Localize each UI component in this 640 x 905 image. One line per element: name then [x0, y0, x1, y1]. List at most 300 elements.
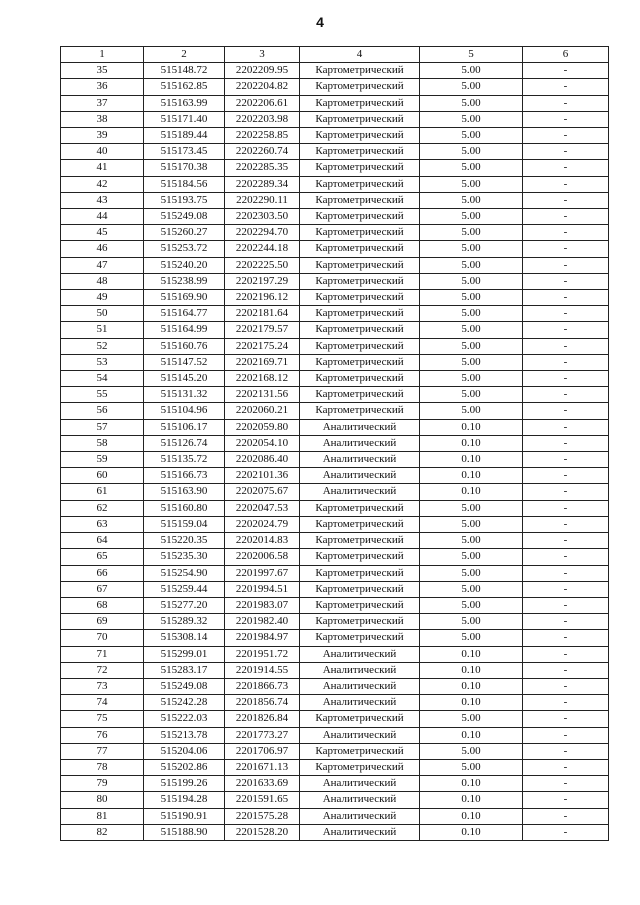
table-row [61, 160, 609, 176]
point-number-cell: 35 [61, 63, 144, 79]
method-cell: Картометрический [300, 63, 420, 79]
x-coordinate-cell: 515160.76 [144, 338, 225, 354]
x-coordinate-cell: 515164.77 [144, 306, 225, 322]
y-coordinate-cell: 2201994.51 [225, 581, 300, 597]
x-coordinate-cell: 515242.28 [144, 695, 225, 711]
table-row [61, 484, 609, 500]
method-cell: Картометрический [300, 371, 420, 387]
method-cell: Аналитический [300, 824, 420, 840]
point-number-cell: 78 [61, 759, 144, 775]
y-coordinate-cell: 2202289.34 [225, 176, 300, 192]
note-cell: - [523, 630, 609, 646]
accuracy-cell: 5.00 [420, 533, 523, 549]
y-coordinate-cell: 2202168.12 [225, 371, 300, 387]
x-coordinate-cell: 515184.56 [144, 176, 225, 192]
point-number-cell: 37 [61, 95, 144, 111]
accuracy-cell: 0.10 [420, 435, 523, 451]
y-coordinate-cell: 2202024.79 [225, 516, 300, 532]
y-coordinate-cell: 2202169.71 [225, 354, 300, 370]
note-cell: - [523, 241, 609, 257]
point-number-cell: 68 [61, 597, 144, 613]
point-number-cell: 69 [61, 614, 144, 630]
note-cell: - [523, 500, 609, 516]
x-coordinate-cell: 515194.28 [144, 792, 225, 808]
method-cell: Картометрический [300, 759, 420, 775]
point-number-cell: 59 [61, 452, 144, 468]
note-cell: - [523, 662, 609, 678]
note-cell: - [523, 338, 609, 354]
x-coordinate-cell: 515299.01 [144, 646, 225, 662]
y-coordinate-cell: 2201983.07 [225, 597, 300, 613]
x-coordinate-cell: 515145.20 [144, 371, 225, 387]
note-cell: - [523, 225, 609, 241]
y-coordinate-cell: 2202101.36 [225, 468, 300, 484]
table-row [61, 322, 609, 338]
note-cell: - [523, 824, 609, 840]
accuracy-cell: 5.00 [420, 306, 523, 322]
method-cell: Картометрический [300, 338, 420, 354]
x-coordinate-cell: 515171.40 [144, 111, 225, 127]
method-cell: Аналитический [300, 727, 420, 743]
method-cell: Аналитический [300, 468, 420, 484]
note-cell: - [523, 322, 609, 338]
y-coordinate-cell: 2202054.10 [225, 435, 300, 451]
accuracy-cell: 5.00 [420, 257, 523, 273]
point-number-cell: 64 [61, 533, 144, 549]
method-cell: Картометрический [300, 387, 420, 403]
accuracy-cell: 0.10 [420, 662, 523, 678]
accuracy-cell: 5.00 [420, 581, 523, 597]
note-cell: - [523, 176, 609, 192]
x-coordinate-cell: 515104.96 [144, 403, 225, 419]
method-cell: Картометрический [300, 597, 420, 613]
method-cell: Картометрический [300, 549, 420, 565]
column-header: 6 [523, 47, 609, 63]
point-number-cell: 58 [61, 435, 144, 451]
note-cell: - [523, 387, 609, 403]
y-coordinate-cell: 2202006.58 [225, 549, 300, 565]
note-cell: - [523, 95, 609, 111]
table-row [61, 79, 609, 95]
accuracy-cell: 5.00 [420, 387, 523, 403]
note-cell: - [523, 273, 609, 289]
note-cell: - [523, 192, 609, 208]
x-coordinate-cell: 515163.99 [144, 95, 225, 111]
point-number-cell: 70 [61, 630, 144, 646]
method-cell: Картометрический [300, 403, 420, 419]
x-coordinate-cell: 515220.35 [144, 533, 225, 549]
point-number-cell: 82 [61, 824, 144, 840]
point-number-cell: 43 [61, 192, 144, 208]
note-cell: - [523, 565, 609, 581]
y-coordinate-cell: 2202014.83 [225, 533, 300, 549]
accuracy-cell: 5.00 [420, 549, 523, 565]
x-coordinate-cell: 515289.32 [144, 614, 225, 630]
x-coordinate-cell: 515148.72 [144, 63, 225, 79]
method-cell: Картометрический [300, 144, 420, 160]
method-cell: Картометрический [300, 128, 420, 144]
point-number-cell: 41 [61, 160, 144, 176]
method-cell: Аналитический [300, 776, 420, 792]
point-number-cell: 44 [61, 209, 144, 225]
x-coordinate-cell: 515162.85 [144, 79, 225, 95]
point-number-cell: 56 [61, 403, 144, 419]
y-coordinate-cell: 2201773.27 [225, 727, 300, 743]
point-number-cell: 61 [61, 484, 144, 500]
y-coordinate-cell: 2202175.24 [225, 338, 300, 354]
accuracy-cell: 5.00 [420, 614, 523, 630]
x-coordinate-cell: 515253.72 [144, 241, 225, 257]
y-coordinate-cell: 2202204.82 [225, 79, 300, 95]
table-row [61, 678, 609, 694]
method-cell: Картометрический [300, 160, 420, 176]
x-coordinate-cell: 515308.14 [144, 630, 225, 646]
note-cell: - [523, 581, 609, 597]
method-cell: Аналитический [300, 792, 420, 808]
header-row [61, 47, 609, 63]
y-coordinate-cell: 2201706.97 [225, 743, 300, 759]
x-coordinate-cell: 515135.72 [144, 452, 225, 468]
x-coordinate-cell: 515277.20 [144, 597, 225, 613]
method-cell: Картометрический [300, 354, 420, 370]
accuracy-cell: 5.00 [420, 241, 523, 257]
accuracy-cell: 0.10 [420, 695, 523, 711]
table-row [61, 776, 609, 792]
table-row [61, 695, 609, 711]
table-row [61, 759, 609, 775]
point-number-cell: 52 [61, 338, 144, 354]
point-number-cell: 39 [61, 128, 144, 144]
y-coordinate-cell: 2201528.20 [225, 824, 300, 840]
x-coordinate-cell: 515283.17 [144, 662, 225, 678]
point-number-cell: 51 [61, 322, 144, 338]
note-cell: - [523, 403, 609, 419]
accuracy-cell: 0.10 [420, 452, 523, 468]
note-cell: - [523, 597, 609, 613]
point-number-cell: 80 [61, 792, 144, 808]
accuracy-cell: 5.00 [420, 290, 523, 306]
y-coordinate-cell: 2202059.80 [225, 419, 300, 435]
point-number-cell: 74 [61, 695, 144, 711]
x-coordinate-cell: 515222.03 [144, 711, 225, 727]
accuracy-cell: 5.00 [420, 711, 523, 727]
x-coordinate-cell: 515259.44 [144, 581, 225, 597]
note-cell: - [523, 759, 609, 775]
table-header [61, 47, 609, 63]
table-row [61, 662, 609, 678]
x-coordinate-cell: 515159.04 [144, 516, 225, 532]
point-number-cell: 75 [61, 711, 144, 727]
table-row [61, 549, 609, 565]
x-coordinate-cell: 515193.75 [144, 192, 225, 208]
table-row [61, 241, 609, 257]
y-coordinate-cell: 2201856.74 [225, 695, 300, 711]
note-cell: - [523, 419, 609, 435]
y-coordinate-cell: 2201591.65 [225, 792, 300, 808]
point-number-cell: 50 [61, 306, 144, 322]
coordinates-table [60, 46, 609, 841]
method-cell: Аналитический [300, 678, 420, 694]
accuracy-cell: 0.10 [420, 484, 523, 500]
y-coordinate-cell: 2202060.21 [225, 403, 300, 419]
y-coordinate-cell: 2201982.40 [225, 614, 300, 630]
accuracy-cell: 5.00 [420, 565, 523, 581]
table-row [61, 630, 609, 646]
accuracy-cell: 5.00 [420, 225, 523, 241]
table-row [61, 743, 609, 759]
x-coordinate-cell: 515131.32 [144, 387, 225, 403]
x-coordinate-cell: 515169.90 [144, 290, 225, 306]
accuracy-cell: 5.00 [420, 371, 523, 387]
point-number-cell: 71 [61, 646, 144, 662]
x-coordinate-cell: 515190.91 [144, 808, 225, 824]
accuracy-cell: 5.00 [420, 354, 523, 370]
table-row [61, 128, 609, 144]
point-number-cell: 36 [61, 79, 144, 95]
y-coordinate-cell: 2201575.28 [225, 808, 300, 824]
table-row [61, 597, 609, 613]
method-cell: Картометрический [300, 225, 420, 241]
method-cell: Картометрический [300, 95, 420, 111]
method-cell: Картометрический [300, 306, 420, 322]
x-coordinate-cell: 515126.74 [144, 435, 225, 451]
accuracy-cell: 0.10 [420, 824, 523, 840]
accuracy-cell: 0.10 [420, 808, 523, 824]
accuracy-cell: 0.10 [420, 678, 523, 694]
accuracy-cell: 5.00 [420, 759, 523, 775]
point-number-cell: 73 [61, 678, 144, 694]
accuracy-cell: 5.00 [420, 322, 523, 338]
x-coordinate-cell: 515254.90 [144, 565, 225, 581]
y-coordinate-cell: 2202290.11 [225, 192, 300, 208]
accuracy-cell: 5.00 [420, 209, 523, 225]
y-coordinate-cell: 2202086.40 [225, 452, 300, 468]
x-coordinate-cell: 515202.86 [144, 759, 225, 775]
x-coordinate-cell: 515147.52 [144, 354, 225, 370]
accuracy-cell: 5.00 [420, 144, 523, 160]
point-number-cell: 49 [61, 290, 144, 306]
table-row [61, 63, 609, 79]
table-row [61, 273, 609, 289]
x-coordinate-cell: 515235.30 [144, 549, 225, 565]
method-cell: Картометрический [300, 500, 420, 516]
note-cell: - [523, 516, 609, 532]
x-coordinate-cell: 515166.73 [144, 468, 225, 484]
note-cell: - [523, 209, 609, 225]
y-coordinate-cell: 2202196.12 [225, 290, 300, 306]
y-coordinate-cell: 2202075.67 [225, 484, 300, 500]
column-header: 3 [225, 47, 300, 63]
y-coordinate-cell: 2202209.95 [225, 63, 300, 79]
y-coordinate-cell: 2202244.18 [225, 241, 300, 257]
table-row [61, 144, 609, 160]
x-coordinate-cell: 515240.20 [144, 257, 225, 273]
point-number-cell: 62 [61, 500, 144, 516]
method-cell: Картометрический [300, 209, 420, 225]
table-row [61, 824, 609, 840]
point-number-cell: 57 [61, 419, 144, 435]
x-coordinate-cell: 515249.08 [144, 209, 225, 225]
method-cell: Аналитический [300, 419, 420, 435]
method-cell: Аналитический [300, 808, 420, 824]
accuracy-cell: 5.00 [420, 630, 523, 646]
method-cell: Аналитический [300, 646, 420, 662]
accuracy-cell: 5.00 [420, 338, 523, 354]
column-header: 2 [144, 47, 225, 63]
y-coordinate-cell: 2202179.57 [225, 322, 300, 338]
point-number-cell: 40 [61, 144, 144, 160]
accuracy-cell: 0.10 [420, 792, 523, 808]
table-row [61, 533, 609, 549]
method-cell: Картометрический [300, 565, 420, 581]
y-coordinate-cell: 2201671.13 [225, 759, 300, 775]
y-coordinate-cell: 2202047.53 [225, 500, 300, 516]
note-cell: - [523, 614, 609, 630]
y-coordinate-cell: 2202285.35 [225, 160, 300, 176]
note-cell: - [523, 452, 609, 468]
method-cell: Аналитический [300, 435, 420, 451]
y-coordinate-cell: 2202131.56 [225, 387, 300, 403]
method-cell: Картометрический [300, 711, 420, 727]
y-coordinate-cell: 2201866.73 [225, 678, 300, 694]
accuracy-cell: 5.00 [420, 63, 523, 79]
point-number-cell: 81 [61, 808, 144, 824]
x-coordinate-cell: 515249.08 [144, 678, 225, 694]
method-cell: Картометрический [300, 581, 420, 597]
accuracy-cell: 0.10 [420, 727, 523, 743]
y-coordinate-cell: 2201951.72 [225, 646, 300, 662]
table-row [61, 646, 609, 662]
note-cell: - [523, 533, 609, 549]
point-number-cell: 53 [61, 354, 144, 370]
x-coordinate-cell: 515213.78 [144, 727, 225, 743]
method-cell: Картометрический [300, 614, 420, 630]
note-cell: - [523, 808, 609, 824]
point-number-cell: 54 [61, 371, 144, 387]
x-coordinate-cell: 515204.06 [144, 743, 225, 759]
point-number-cell: 63 [61, 516, 144, 532]
method-cell: Картометрический [300, 192, 420, 208]
accuracy-cell: 5.00 [420, 597, 523, 613]
accuracy-cell: 5.00 [420, 743, 523, 759]
accuracy-cell: 0.10 [420, 468, 523, 484]
note-cell: - [523, 646, 609, 662]
note-cell: - [523, 678, 609, 694]
method-cell: Аналитический [300, 484, 420, 500]
point-number-cell: 76 [61, 727, 144, 743]
table-row [61, 452, 609, 468]
y-coordinate-cell: 2202303.50 [225, 209, 300, 225]
note-cell: - [523, 468, 609, 484]
column-header: 1 [61, 47, 144, 63]
y-coordinate-cell: 2202203.98 [225, 111, 300, 127]
y-coordinate-cell: 2202258.85 [225, 128, 300, 144]
x-coordinate-cell: 515173.45 [144, 144, 225, 160]
table-row [61, 306, 609, 322]
accuracy-cell: 0.10 [420, 646, 523, 662]
method-cell: Картометрический [300, 257, 420, 273]
x-coordinate-cell: 515188.90 [144, 824, 225, 840]
point-number-cell: 38 [61, 111, 144, 127]
table-row [61, 338, 609, 354]
table-row [61, 808, 609, 824]
note-cell: - [523, 371, 609, 387]
table-row [61, 614, 609, 630]
y-coordinate-cell: 2201984.97 [225, 630, 300, 646]
method-cell: Аналитический [300, 662, 420, 678]
table-row [61, 500, 609, 516]
table-row [61, 516, 609, 532]
table-body [61, 63, 609, 841]
column-header: 4 [300, 47, 420, 63]
note-cell: - [523, 549, 609, 565]
note-cell: - [523, 160, 609, 176]
point-number-cell: 55 [61, 387, 144, 403]
page-number: 4 [316, 14, 324, 30]
y-coordinate-cell: 2202260.74 [225, 144, 300, 160]
table-row [61, 95, 609, 111]
table-row [61, 192, 609, 208]
note-cell: - [523, 727, 609, 743]
accuracy-cell: 5.00 [420, 111, 523, 127]
x-coordinate-cell: 515160.80 [144, 500, 225, 516]
accuracy-cell: 5.00 [420, 160, 523, 176]
method-cell: Картометрический [300, 273, 420, 289]
method-cell: Картометрический [300, 79, 420, 95]
table-row [61, 792, 609, 808]
method-cell: Картометрический [300, 630, 420, 646]
point-number-cell: 72 [61, 662, 144, 678]
note-cell: - [523, 792, 609, 808]
note-cell: - [523, 79, 609, 95]
table-row [61, 581, 609, 597]
x-coordinate-cell: 515163.90 [144, 484, 225, 500]
note-cell: - [523, 435, 609, 451]
x-coordinate-cell: 515170.38 [144, 160, 225, 176]
accuracy-cell: 5.00 [420, 273, 523, 289]
method-cell: Картометрический [300, 290, 420, 306]
note-cell: - [523, 776, 609, 792]
table-row [61, 371, 609, 387]
x-coordinate-cell: 515189.44 [144, 128, 225, 144]
point-number-cell: 45 [61, 225, 144, 241]
y-coordinate-cell: 2202294.70 [225, 225, 300, 241]
point-number-cell: 66 [61, 565, 144, 581]
table-row [61, 354, 609, 370]
column-header: 5 [420, 47, 523, 63]
method-cell: Аналитический [300, 695, 420, 711]
x-coordinate-cell: 515164.99 [144, 322, 225, 338]
y-coordinate-cell: 2201633.69 [225, 776, 300, 792]
table-row [61, 468, 609, 484]
point-number-cell: 42 [61, 176, 144, 192]
method-cell: Картометрический [300, 743, 420, 759]
accuracy-cell: 5.00 [420, 516, 523, 532]
y-coordinate-cell: 2201914.55 [225, 662, 300, 678]
method-cell: Картометрический [300, 322, 420, 338]
table-row [61, 711, 609, 727]
note-cell: - [523, 484, 609, 500]
note-cell: - [523, 711, 609, 727]
note-cell: - [523, 743, 609, 759]
accuracy-cell: 5.00 [420, 500, 523, 516]
note-cell: - [523, 306, 609, 322]
note-cell: - [523, 111, 609, 127]
y-coordinate-cell: 2202197.29 [225, 273, 300, 289]
point-number-cell: 46 [61, 241, 144, 257]
note-cell: - [523, 354, 609, 370]
accuracy-cell: 5.00 [420, 79, 523, 95]
